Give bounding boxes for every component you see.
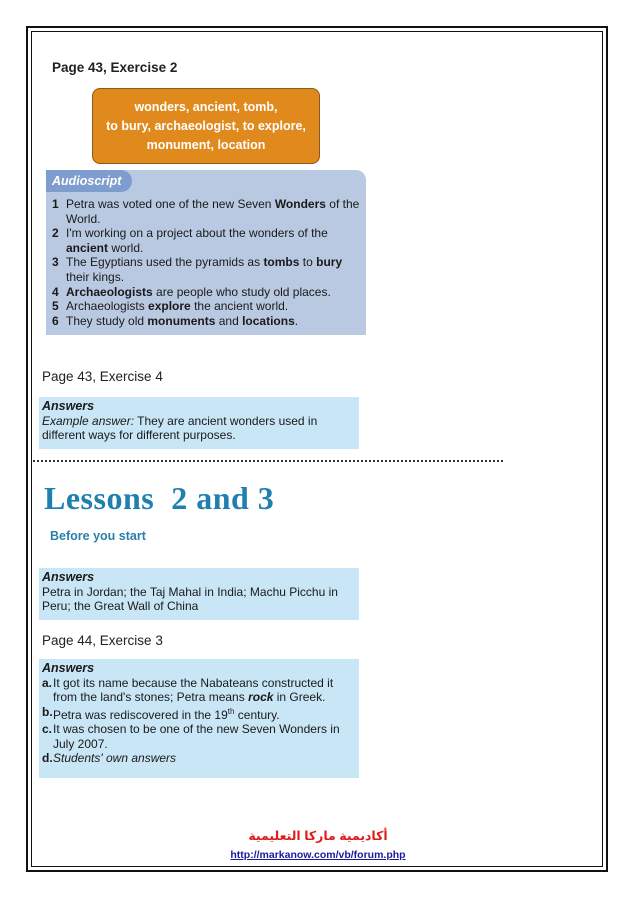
footer-link[interactable]: http://markanow.com/vb/forum.php [230, 849, 406, 861]
answer-box [39, 568, 359, 620]
audioscript-item [52, 197, 362, 226]
item-number: 1 [52, 197, 59, 211]
divider [33, 460, 503, 462]
subheading: Before you start [50, 529, 146, 543]
item-letter: d. [42, 751, 53, 765]
item-letter: a. [42, 675, 53, 690]
list-item [42, 676, 355, 705]
answers-label: Answers [42, 570, 95, 584]
word-box-line: monument, location [146, 138, 266, 152]
item-text: . [294, 313, 299, 328]
word-box-line: to bury, archaeologist, to explore, [106, 119, 306, 133]
item-text: It got its name because the Nabateans constructed it from the land's stones; Petra means [53, 675, 334, 704]
item-text: of the World. [66, 197, 360, 226]
item-text: century. [234, 707, 280, 722]
answers-label: Answers [42, 661, 95, 675]
audioscript-list [52, 197, 362, 328]
word-box [92, 88, 320, 164]
item-text: I'm working on a project about the wonders of the [66, 226, 328, 241]
item-text: to [299, 255, 317, 270]
list-item [42, 751, 355, 766]
item-text: The Egyptians used the pyramids as [66, 255, 264, 270]
answer-text [42, 414, 355, 443]
item-text: Petra was rediscovered in the 19 [53, 707, 228, 722]
footer-academy-name: أكاديمية ماركا التعليمية [248, 829, 388, 843]
item-text: world. [108, 240, 144, 255]
key-word: Archaeologists [66, 284, 153, 299]
item-number: 2 [52, 226, 59, 241]
item-text: Archaeologists [66, 299, 149, 314]
exercise-heading: Page 43, Exercise 4 [42, 369, 163, 384]
audioscript-item [52, 285, 362, 300]
key-word: tombs [263, 255, 300, 270]
answer-list [42, 676, 355, 766]
answer-box [39, 659, 359, 778]
key-word: monuments [147, 313, 216, 328]
item-text: Petra was voted one of the new Seven [66, 197, 275, 211]
item-letter: b. [42, 704, 53, 719]
audioscript-label: Audioscript [46, 170, 132, 192]
answer-text: Petra in Jordan; the Taj Mahal in India; Machu Picchu in Peru; the Great Wall of China [42, 584, 338, 613]
key-word: explore [148, 299, 191, 314]
item-text: Students' own answers [53, 751, 177, 765]
key-word: ancient [66, 240, 109, 255]
word-box-line: wonders, ancient, tomb, [134, 100, 278, 114]
lesson-title: Lessons 2 and 3 [44, 480, 275, 516]
audioscript-item [52, 226, 362, 255]
item-text: in Greek. [273, 690, 326, 704]
item-number: 6 [52, 313, 59, 328]
item-number: 3 [52, 255, 59, 270]
item-number: 4 [52, 284, 59, 299]
key-word: locations [242, 313, 295, 328]
item-text: are people who study old places. [152, 284, 331, 299]
item-text: the ancient world. [190, 299, 289, 314]
audioscript-item [52, 299, 362, 314]
list-item [42, 722, 355, 751]
item-text: They study old [66, 313, 148, 328]
exercise-heading: Page 44, Exercise 3 [42, 633, 163, 648]
exercise-heading: Page 43, Exercise 2 [52, 60, 178, 75]
key-word: Wonders [274, 197, 326, 211]
item-emphasis: rock [248, 690, 274, 704]
item-letter: c. [42, 722, 53, 736]
list-item [42, 705, 355, 723]
answers-label: Answers [42, 399, 95, 413]
item-text: their kings. [66, 269, 125, 284]
example-text: They are ancient wonders used in different ways for different purposes. [42, 413, 318, 442]
item-text: and [215, 313, 243, 328]
item-text: It was chosen to be one of the new Seven Wonders in July 2007. [53, 722, 340, 751]
item-superscript: th [227, 706, 235, 716]
example-label: Example answer: [42, 413, 135, 428]
audioscript-item [52, 255, 362, 284]
item-number: 5 [52, 299, 59, 314]
key-word: bury [316, 255, 343, 270]
audioscript-item [52, 314, 362, 329]
answer-box [39, 397, 359, 449]
